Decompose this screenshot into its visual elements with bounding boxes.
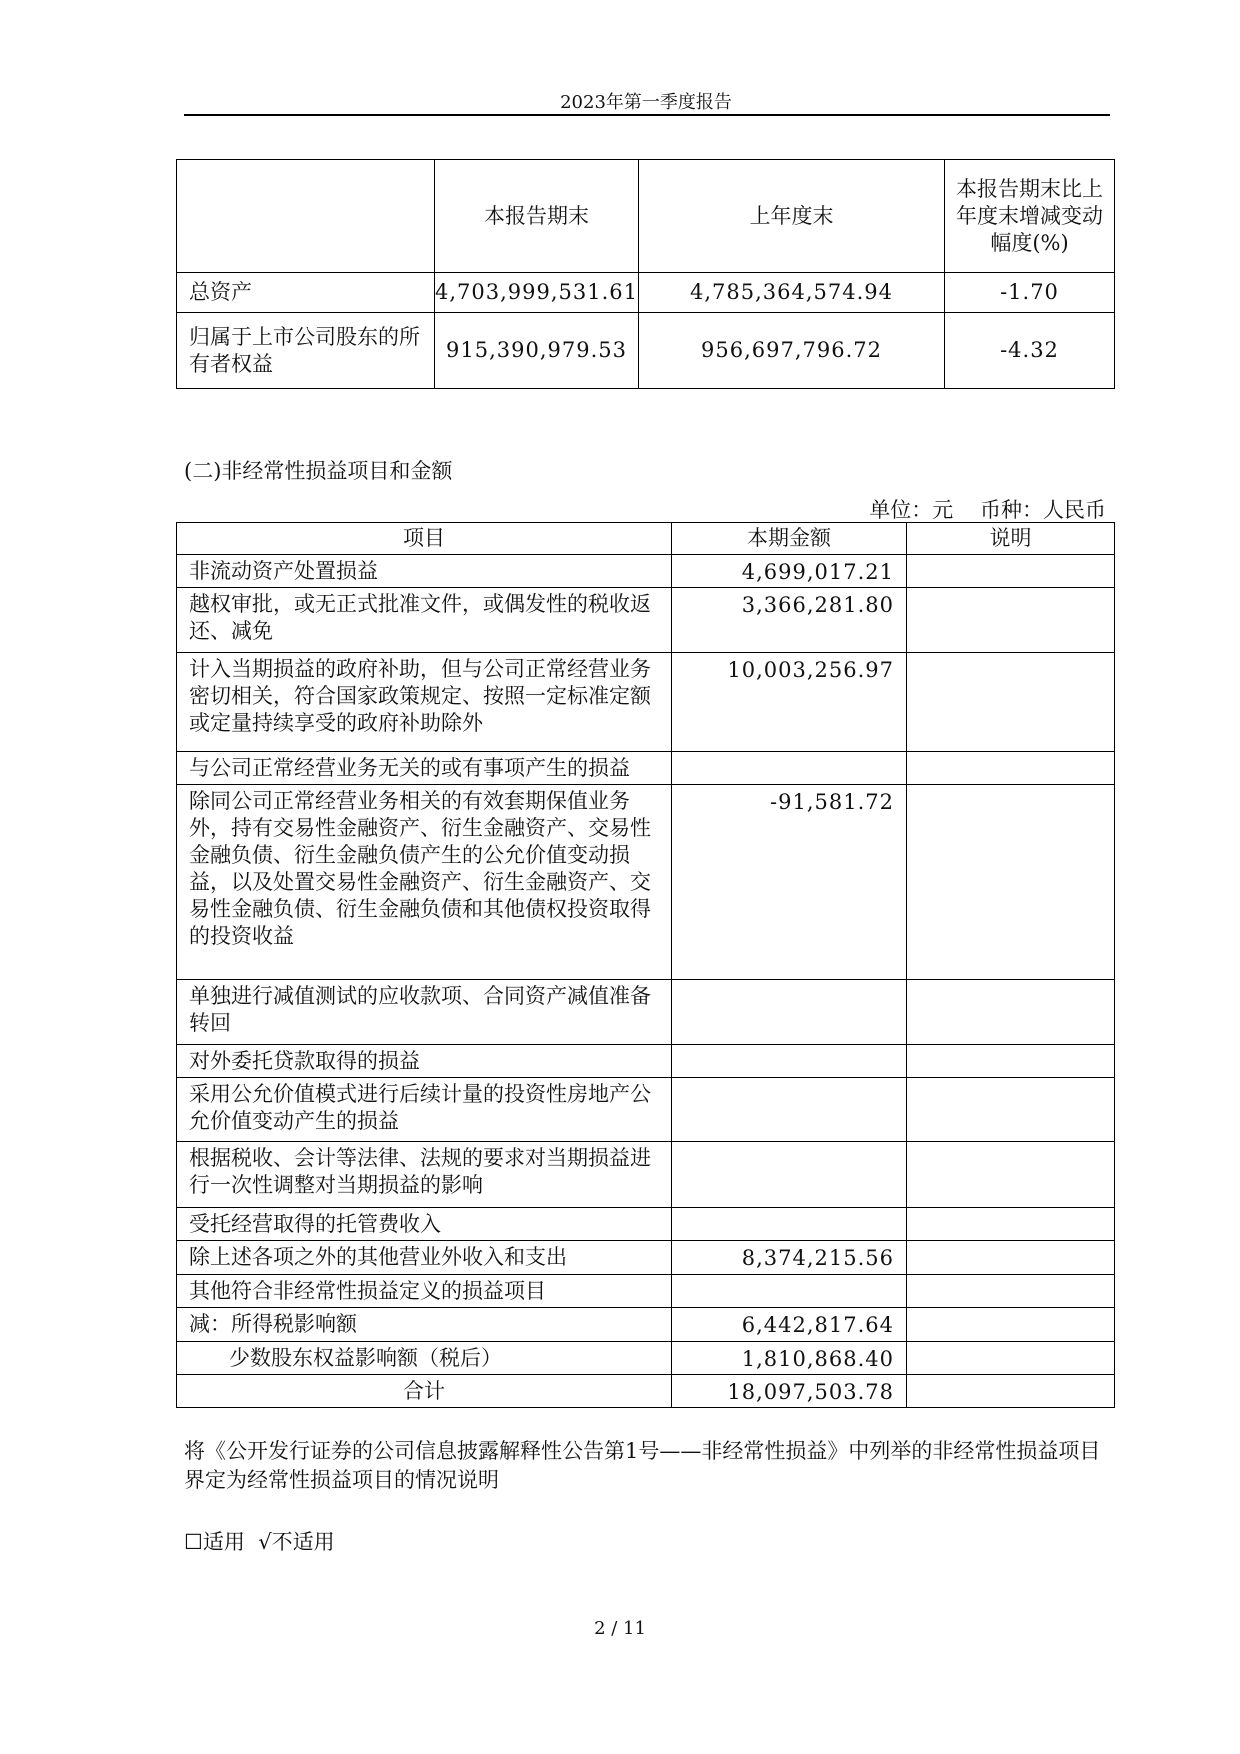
item-cell: 非流动资产处置损益 (177, 555, 672, 588)
not-applicable-option: √不适用 (258, 1530, 335, 1554)
applicable-option: ☐适用 (184, 1530, 245, 1554)
table-row (177, 980, 1115, 1045)
table-row (177, 1142, 1115, 1208)
item-cell: 少数股东权益影响额（税后） (177, 1342, 672, 1375)
note-cell (907, 1342, 1115, 1375)
column-header: 本期金额 (672, 523, 907, 555)
row-label: 总资产 (177, 273, 435, 313)
table-row (177, 1275, 1115, 1308)
amount-cell (672, 980, 907, 1045)
table-total-row (177, 1375, 1115, 1408)
amount-cell: 8,374,215.56 (672, 1241, 907, 1275)
table-row (177, 1342, 1115, 1375)
table-row (177, 588, 1115, 653)
amount-cell: -91,581.72 (672, 785, 907, 980)
amount-cell: 1,810,868.40 (672, 1342, 907, 1375)
explanation-text: 将《公开发行证券的公司信息披露解释性公告第1号——非经常性损益》中列举的非经常性损益项目界定为经常性损益项目的情况说明 (184, 1439, 1101, 1492)
amount-cell: 10,003,256.97 (672, 653, 907, 752)
table-header-row (177, 523, 1115, 555)
amount-cell: 3,366,281.80 (672, 588, 907, 653)
note-cell (907, 1375, 1115, 1408)
table-row (177, 785, 1115, 980)
current-value: 915,390,979.53 (435, 313, 639, 389)
amount-cell: 6,442,817.64 (672, 1308, 907, 1342)
note-cell (907, 1241, 1115, 1275)
nonrecurring-table (176, 522, 1115, 1408)
note-cell (907, 653, 1115, 752)
item-cell: 除上述各项之外的其他营业外收入和支出 (177, 1241, 672, 1275)
blank-header-cell (177, 160, 435, 273)
item-cell: 单独进行减值测试的应收款项、合同资产减值准备转回 (177, 980, 672, 1045)
current-value: 4,703,999,531.61 (435, 273, 639, 313)
prior-value: 4,785,364,574.94 (639, 273, 945, 313)
column-header: 上年度末 (639, 160, 945, 273)
applicability-options (184, 1526, 335, 1556)
note-cell (907, 785, 1115, 980)
item-cell: 除同公司正常经营业务相关的有效套期保值业务外，持有交易性金融资产、衍生金融资产、交易性金融负债、衍生金融负债产生的公允价值变动损益，以及处置交易性金融资产、衍生金融资产、交易性金融负债、衍生金融负债和其他债权投资取得的投资收益 (177, 785, 672, 980)
amount-cell (672, 1275, 907, 1308)
change-value: -1.70 (945, 273, 1115, 313)
change-value: -4.32 (945, 313, 1115, 389)
table-row (177, 555, 1115, 588)
row-label: 归属于上市公司股东的所有者权益 (177, 313, 435, 389)
column-header: 本报告期末比上年度末增减变动幅度(%) (945, 160, 1115, 273)
table-row (177, 1241, 1115, 1275)
note-cell (907, 555, 1115, 588)
note-cell (907, 1142, 1115, 1208)
amount-cell (672, 1208, 907, 1241)
amount-cell (672, 1078, 907, 1142)
table-row (177, 1308, 1115, 1342)
amount-cell (672, 1142, 907, 1208)
item-cell: 越权审批，或无正式批准文件，或偶发性的税收返还、减免 (177, 588, 672, 653)
note-cell (907, 588, 1115, 653)
amount-cell (672, 752, 907, 785)
column-header: 项目 (177, 523, 672, 555)
item-cell: 根据税收、会计等法律、法规的要求对当期损益进行一次性调整对当期损益的影响 (177, 1142, 672, 1208)
column-header: 本报告期末 (435, 160, 639, 273)
table-row (177, 752, 1115, 785)
amount-cell (672, 1045, 907, 1078)
table-row (177, 653, 1115, 752)
note-cell (907, 1208, 1115, 1241)
prior-value: 956,697,796.72 (639, 313, 945, 389)
item-cell: 采用公允价值模式进行后续计量的投资性房地产公允价值变动产生的损益 (177, 1078, 672, 1142)
item-cell: 减：所得税影响额 (177, 1308, 672, 1342)
unit-currency-label: 单位：元 币种：人民币 (869, 498, 1106, 522)
total-label: 合计 (177, 1375, 672, 1408)
table-row (177, 273, 1115, 313)
note-cell (907, 1308, 1115, 1342)
table-row (177, 1045, 1115, 1078)
item-cell: 对外委托贷款取得的损益 (177, 1045, 672, 1078)
table-row (177, 1078, 1115, 1142)
table-row (177, 1208, 1115, 1241)
note-cell (907, 1045, 1115, 1078)
column-header: 说明 (907, 523, 1115, 555)
item-cell: 其他符合非经常性损益定义的损益项目 (177, 1275, 672, 1308)
page-number: 2 / 11 (594, 1618, 646, 1639)
item-cell: 计入当期损益的政府补助，但与公司正常经营业务密切相关，符合国家政策规定、按照一定标准定额或定量持续享受的政府补助除外 (177, 653, 672, 752)
note-cell (907, 1275, 1115, 1308)
note-cell (907, 980, 1115, 1045)
note-cell (907, 752, 1115, 785)
note-cell (907, 1078, 1115, 1142)
section-title: (二)非经常性损益项目和金额 (184, 459, 453, 483)
item-cell: 受托经营取得的托管费收入 (177, 1208, 672, 1241)
page-header: 2023年第一季度报告 (560, 92, 732, 113)
table-row (177, 313, 1115, 389)
total-amount: 18,097,503.78 (672, 1375, 907, 1408)
table-header-row (177, 160, 1115, 273)
amount-cell: 4,699,017.21 (672, 555, 907, 588)
item-cell: 与公司正常经营业务无关的或有事项产生的损益 (177, 752, 672, 785)
balance-table (176, 159, 1115, 389)
header-rule (184, 114, 1110, 116)
